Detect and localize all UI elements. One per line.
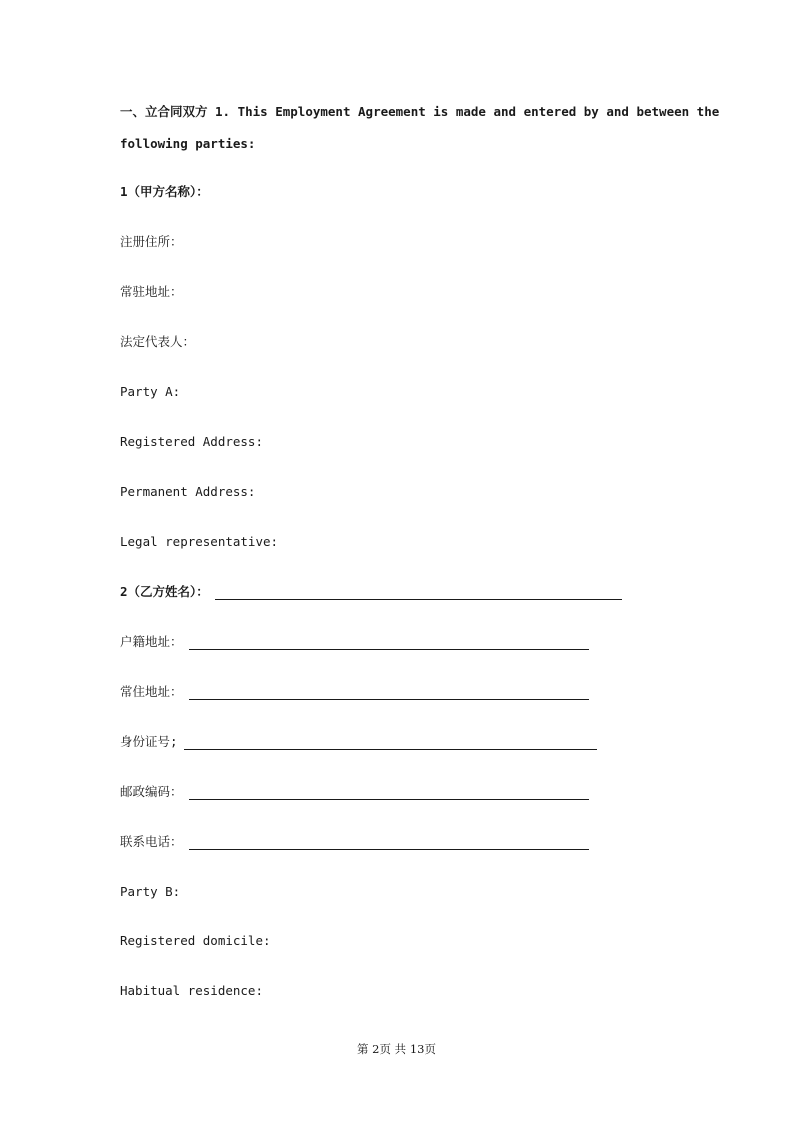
party-a-legal-rep-en: Legal representative: [120,534,279,549]
intro-line-2: following parties: [120,136,256,151]
party-b-heading-row [120,584,622,600]
party-b-name-field[interactable] [215,585,622,600]
party-b-id-label: 身份证号; [120,734,178,749]
party-a-heading [120,184,209,200]
intro-line-1: 一、立合同双方 1. This Employment Agreement is made and entered by and between the [120,104,720,119]
id-number-field[interactable] [184,735,597,750]
party-b-habitual-residence-en: Habitual residence: [120,983,263,998]
party-a-registered-address-cn: 注册住所： [120,234,183,249]
phone-field[interactable] [189,835,589,850]
postal-code-field[interactable] [189,785,589,800]
party-b-household-row [120,634,589,650]
party-a-permanent-address-en: Permanent Address: [120,484,256,499]
party-b-phone-row [120,834,589,850]
party-b-heading: 2（乙方姓名）： [120,584,209,599]
party-b-registered-domicile-en: Registered domicile: [120,933,271,948]
party-a-heading-text: 1（甲方名称）： [120,184,209,199]
party-a-label-en: Party A: [120,384,181,399]
party-a-registered-address-en: Registered Address: [120,434,263,449]
residence-address-field[interactable] [189,685,589,700]
party-b-phone-label: 联系电话： [120,834,183,849]
party-a-legal-rep-cn: 法定代表人： [120,334,196,349]
party-b-id-row [120,734,597,750]
party-b-residence-label: 常住地址： [120,684,183,699]
household-address-field[interactable] [189,635,589,650]
party-b-residence-row [120,684,589,700]
page-footer: 第 2页 共 13页 [357,1042,436,1056]
party-b-household-label: 户籍地址： [120,634,183,649]
party-b-label-en: Party B: [120,884,181,899]
party-b-postal-label: 邮政编码： [120,784,183,799]
party-b-postal-row [120,784,589,800]
party-a-permanent-address-cn: 常驻地址： [120,284,183,299]
